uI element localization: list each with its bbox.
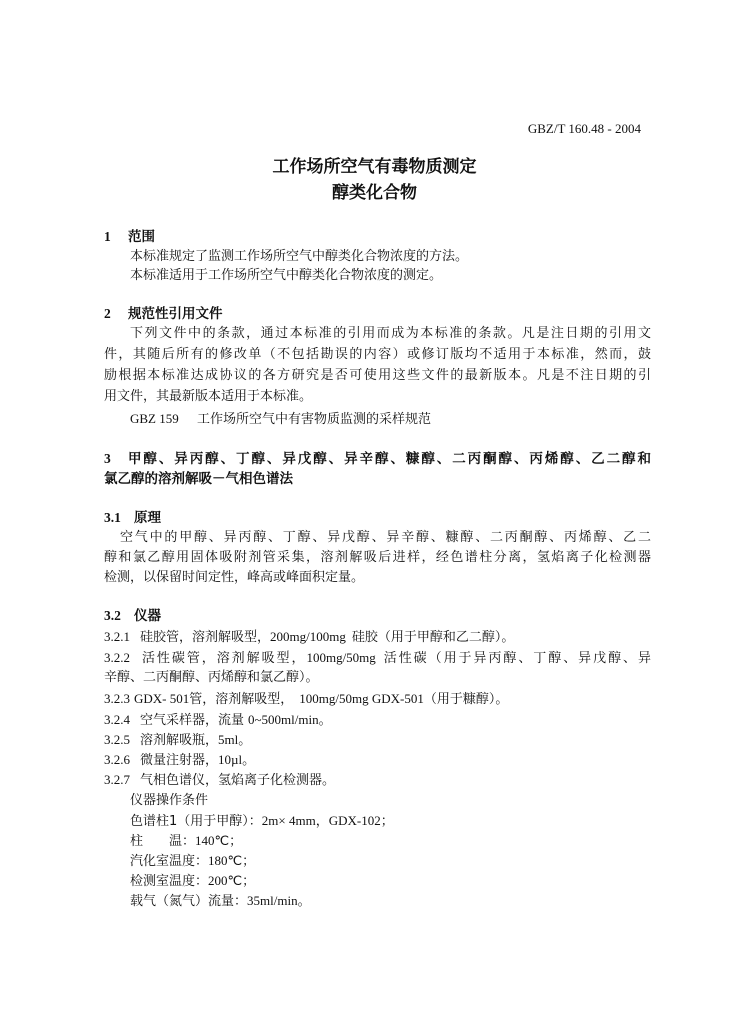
condition-value: 200℃； [208, 873, 256, 888]
list-item-cont: 辛醇、二丙酮醇、丙烯醇和氯乙醇）。 [104, 670, 319, 685]
item-text: （用于糠醇）。 [423, 692, 509, 707]
item-text: 气相色谱仪，氢焰离子化检测器。 [140, 773, 336, 788]
section-title: 原理 [134, 510, 161, 526]
item-text: 活性碳管，溶剂解吸型， [140, 651, 307, 666]
item-number: 3.2.1 [104, 629, 130, 644]
section-number: 3 [104, 451, 111, 466]
list-item [104, 628, 514, 647]
condition-label: 色谱柱1（用于甲醇）： [130, 814, 262, 829]
condition-row [130, 812, 394, 831]
condition-row [130, 892, 311, 911]
item-number: 3.2.5 [104, 732, 130, 747]
condition-value: 2m× 4mm，GDX-102； [261, 813, 394, 828]
list-item [104, 731, 251, 750]
document-subtitle: 醇类化合物 [332, 183, 417, 203]
section-title: 仪器 [134, 608, 161, 624]
section-2-heading [104, 305, 223, 323]
document-title: 工作场所空气有毒物质测定 [272, 157, 477, 177]
item-text: 微量注射器， [140, 753, 219, 768]
conditions-title: 仪器操作条件 [130, 793, 209, 808]
item-spec: 200mg/100mg [270, 629, 346, 644]
condition-label: 载气（氮气）流量： [130, 894, 248, 909]
item-text: 管，溶剂解吸型， [189, 692, 294, 707]
condition-row [130, 832, 242, 851]
item-text: 硅胶管，溶剂解吸型， [140, 630, 271, 645]
item-text: 溶剂解吸瓶， [140, 733, 219, 748]
item-text: 硅胶（用于甲醇和乙二醇）。 [351, 630, 515, 645]
section-3-1-heading [104, 509, 161, 527]
condition-row [130, 852, 255, 871]
condition-label: 汽化室温度： [130, 854, 209, 869]
paragraph-line: 励根据本标准达成协议的各方研究是否可使用这些文件的最新版本。凡是不注日期的引 [104, 368, 651, 383]
item-spec: GDX- 501 [134, 691, 190, 706]
section-number: 3.1 [104, 510, 121, 525]
item-text: 空气采样器，流量 [140, 713, 245, 728]
paragraph-line: 检测，以保留时间定性，峰高或峰面积定量。 [104, 570, 365, 585]
standard-number: GBZ/T 160.48 - 2004 [527, 121, 641, 136]
condition-value: 35ml/min。 [247, 893, 311, 908]
condition-label: 检测室温度： [130, 874, 209, 889]
reference-title: 工作场所空气中有害物质监测的采样规范 [197, 412, 432, 427]
section-number: 3.2 [104, 608, 121, 623]
item-number: 3.2.2 [104, 650, 130, 665]
reference-code: GBZ 159 [130, 411, 179, 426]
paragraph: 本标准适用于工作场所空气中醇类化合物浓度的测定。 [130, 268, 443, 283]
item-number: 3.2.3 [104, 691, 130, 706]
item-number: 3.2.4 [104, 712, 130, 727]
list-item [104, 690, 508, 709]
section-number: 2 [104, 306, 111, 321]
list-item [104, 771, 335, 790]
condition-label: 柱 温： [130, 834, 196, 849]
section-number: 1 [104, 229, 111, 244]
section-3-heading-cont: 氯乙醇的溶剂解吸－气相色谱法 [104, 471, 293, 487]
condition-row [130, 872, 255, 891]
item-number: 3.2.7 [104, 772, 130, 787]
item-spec: 100mg/50mg [306, 650, 376, 665]
condition-value: 140℃； [195, 833, 243, 848]
section-3-2-heading [104, 607, 161, 625]
item-spec: 100mg/50mg GDX-501 [299, 691, 424, 706]
list-item [104, 751, 255, 770]
paragraph-line: 醇和氯乙醇用固体吸附剂管采集，溶剂解吸后进样，经色谱柱分离，氢焰离子化检测器 [104, 550, 651, 565]
item-spec: 0~500ml/min。 [248, 712, 332, 727]
section-title: 规范性引用文件 [128, 306, 223, 322]
item-number: 3.2.6 [104, 752, 130, 767]
paragraph: 本标准规定了监测工作场所空气中醇类化合物浓度的方法。 [130, 249, 469, 264]
section-title-line-1: 甲醇、异丙醇、丁醇、异戊醇、异辛醇、糠醇、二丙酮醇、丙烯醇、乙二醇和 [126, 451, 651, 467]
list-item [104, 711, 332, 730]
normative-reference [130, 410, 431, 429]
paragraph-line: 下列文件中的条款，通过本标准的引用而成为本标准的条款。凡是注日期的引用文 [130, 326, 651, 341]
paragraph-line: 件，其随后所有的修改单（不包括勘误的内容）或修订版均不适用于本标准，然而，鼓 [104, 347, 651, 362]
section-3-heading [104, 450, 651, 468]
item-text: 活性碳（用于异丙醇、丁醇、异戊醇、异 [381, 651, 651, 666]
paragraph-line: 用文件，其最新版本适用于本标准。 [104, 389, 313, 404]
section-title: 范围 [128, 229, 155, 245]
condition-value: 180℃； [208, 853, 256, 868]
item-spec: 5ml。 [218, 732, 252, 747]
paragraph-line: 空气中的甲醇、异丙醇、丁醇、异戊醇、异辛醇、糠醇、二丙酮醇、丙烯醇、乙二 [120, 530, 651, 545]
item-spec: 10µl。 [218, 752, 256, 767]
list-item [104, 649, 651, 668]
section-1-heading [104, 228, 155, 246]
